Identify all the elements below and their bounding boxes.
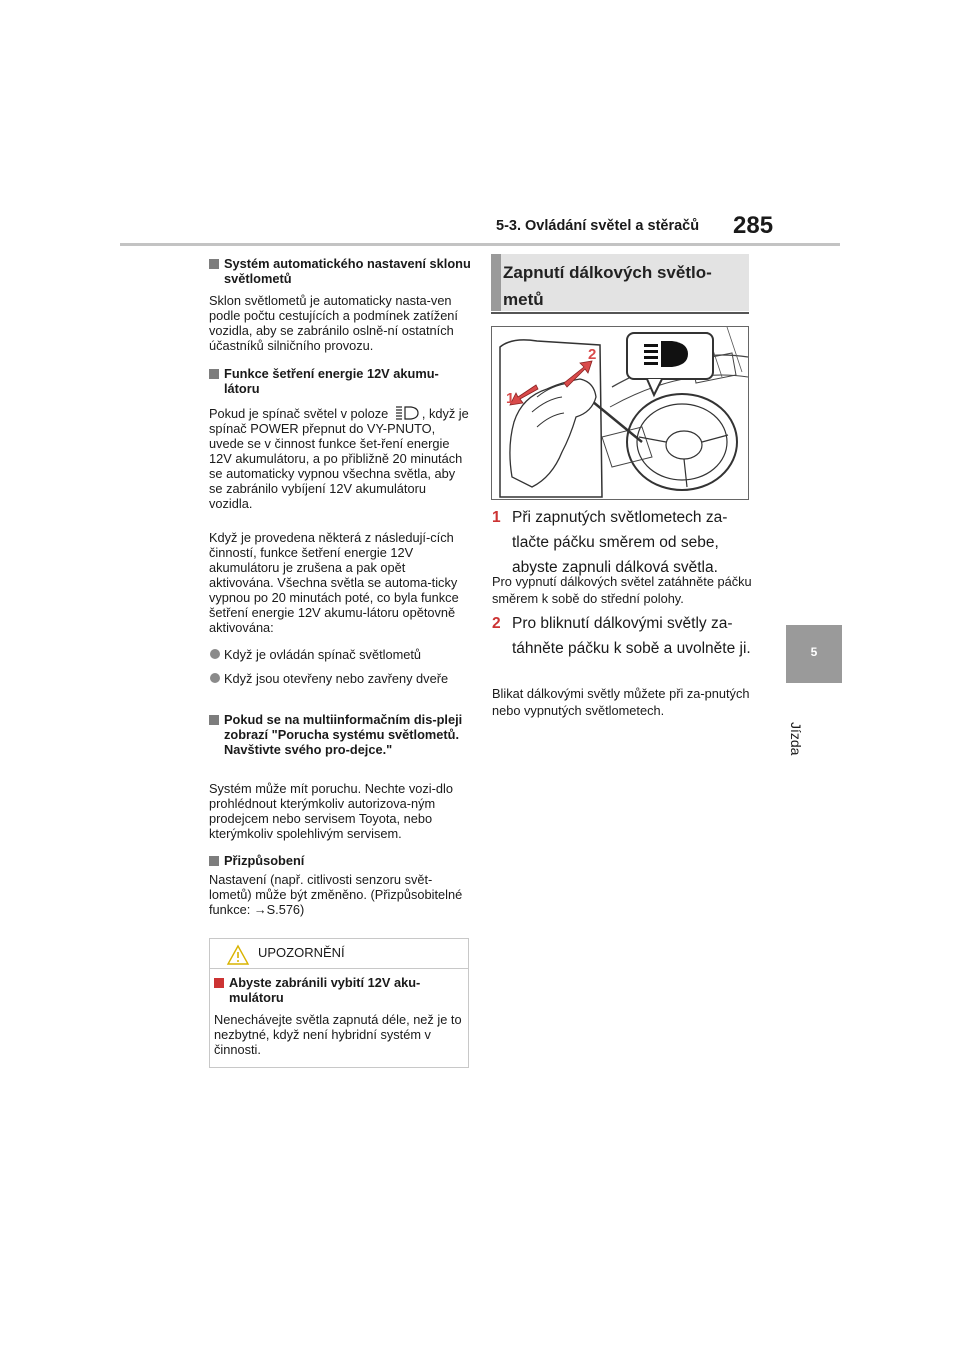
high-beam-lever-illustration	[491, 326, 749, 500]
step-1	[492, 505, 754, 580]
section-rule	[491, 312, 749, 314]
headlight-icon	[392, 405, 422, 421]
header-divider	[120, 243, 840, 246]
step-number: 2	[492, 615, 501, 632]
warning-text: Nenechávejte světla zapnutá déle, než je to nezbytné, když není hybridní systém v činnosti.	[214, 1012, 462, 1057]
square-bullet-icon	[209, 259, 219, 269]
list-item: Když jsou otevřeny nebo zavřeny dveře	[209, 671, 471, 686]
warning-title: UPOZORNĚNÍ	[258, 945, 345, 960]
square-bullet-icon	[209, 369, 219, 379]
step-text: Pro bliknutí dálkovými světly za-táhněte páčku k sobě a uvolněte ji.	[512, 615, 751, 657]
figure-label-2: 2	[588, 346, 597, 363]
paragraph-battery-saver: Pokud je spínač světel v poloze , když je spínač POWER přepnut do VY-PNUTO, uvede se v činnost funkce šet-ření energie 12V akumulátoru, a po přibližně 20 minutách se automaticky vypnou všechna světla, aby se zabránilo vybíjení 12V akumulátoru vozidla.	[209, 406, 469, 511]
step-2-note: Blikat dálkovými světly můžete při za-pnutých nebo vypnutých světlometech.	[492, 686, 750, 718]
warning-divider	[209, 968, 469, 969]
round-bullet-icon	[210, 649, 220, 659]
heading-battery-saver: Funkce šetření energie 12V akumu-látoru	[209, 366, 471, 396]
heading-customization: Přizpůsobení	[209, 853, 471, 868]
page-number: 285	[733, 212, 774, 239]
paragraph-malfunction: Systém může mít poruchu. Nechte vozi-dlo prohlédnout kterýmkoliv autorizova-ným prodejcem nebo servisem Toyota, nebo kterýmkoliv spolehlivým servisem.	[209, 781, 453, 841]
section-header: 5-3. Ovládání světel a stěračů	[496, 218, 700, 234]
chapter-label: Jízda	[788, 722, 804, 756]
figure-label-1: 1	[506, 390, 515, 407]
paragraph-auto-leveling: Sklon světlometů je automaticky nasta-ven podle počtu cestujících a podmínek zatížení vozidla, aby se zabránilo oslně-ní ostatních účastníků silničního provozu.	[209, 293, 458, 353]
paragraph-cancel-conditions: Když je provedena některá z následují-cích činností, funkce šetření energie 12V akumulátoru je zrušena a pak opět aktivována. Všechna světla se automa-ticky vypnou po 20 minutách poté, co byla funkce šetření energie 12V akumu-látoru opětovně aktivována:	[209, 530, 459, 635]
heading-auto-leveling: Systém automatického nastavení sklonu světlometů	[209, 256, 471, 286]
square-bullet-icon	[209, 715, 219, 725]
round-bullet-icon	[210, 673, 220, 683]
square-bullet-icon	[209, 856, 219, 866]
list-item: Když je ovládán spínač světlometů	[209, 647, 471, 662]
step-1-note: Pro vypnutí dálkových světel zatáhněte páčku směrem k sobě do střední polohy.	[492, 574, 752, 606]
step-text: Při zapnutých světlometech za-tlačte páčku směrem od sebe, abyste zapnuli dálková světla.	[512, 509, 728, 576]
step-2	[492, 611, 754, 661]
paragraph-customization: Nastavení (např. citlivosti senzoru svět-lometů) může být změněno. (Přizpůsobitelné funkce: →S.576)	[209, 872, 463, 917]
chapter-number: 5	[810, 645, 818, 659]
section-title: Zapnutí dálkových světlo-metů	[503, 263, 712, 309]
square-bullet-icon	[214, 978, 224, 988]
step-number: 1	[492, 509, 501, 526]
warning-heading: Abyste zabránili vybití 12V aku-mulátoru	[214, 975, 464, 1005]
heading-malfunction: Pokud se na multiinformačním dis-pleji zobrazí "Porucha systému světlometů. Navštivte svého pro-dejce."	[209, 712, 471, 757]
lever-drawing	[492, 327, 748, 499]
warning-triangle-icon	[226, 944, 250, 966]
